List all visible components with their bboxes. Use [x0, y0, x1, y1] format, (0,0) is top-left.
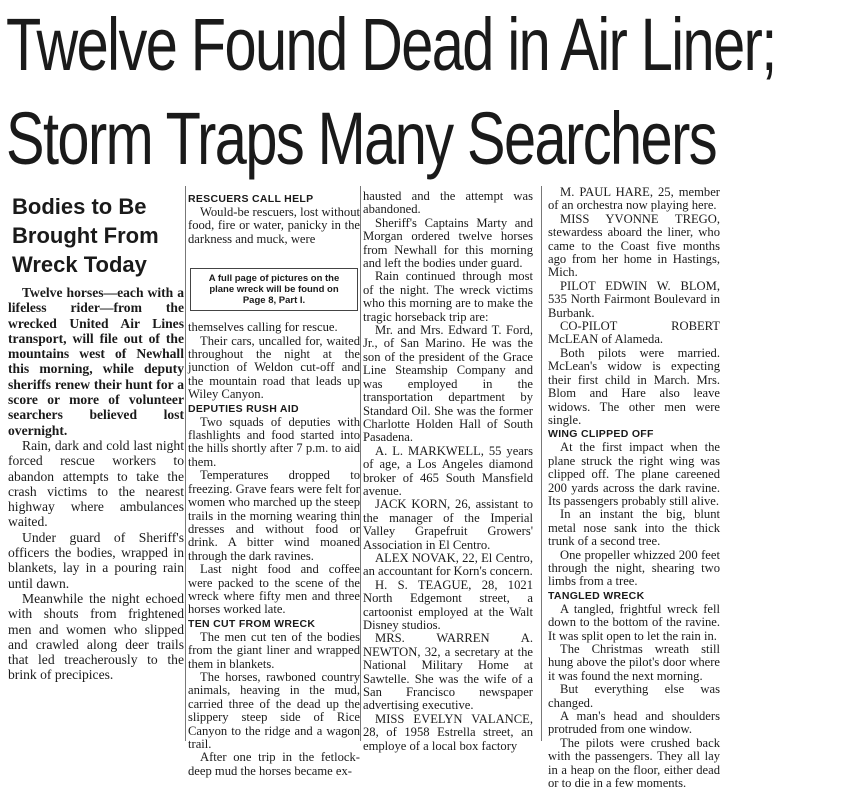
paragraph: Meanwhile the night echoed with shouts from frightened men and women who slipped and crawled along deer trails that led treacherously to the brink of precipices.	[8, 590, 184, 683]
victim-entry: CO-PILOT ROBERT McLEAN of Alameda.	[548, 319, 720, 347]
paragraph: themselves calling for rescue.	[188, 320, 338, 335]
victim-entry: MISS YVONNE TREGO, stewardess aboard the liner, who came to the Coast five months ago from her home in Hastings, Mich.	[548, 211, 720, 280]
headline-line-2: Storm Traps Many Searchers	[6, 97, 717, 180]
paragraph: Rain, dark and cold last night forced rescue workers to abandon attempts to take the crash victims to the nearest highway where ambulances waited.	[8, 437, 184, 530]
pictures-notice-box: A full page of pictures on the plane wreck will be found on Page 8, Part I.	[190, 268, 358, 311]
paragraph: After one trip in the fetlock-deep mud the horses became ex-	[188, 750, 360, 778]
victim-entry: A. L. MARKWELL, 55 years of age, a Los Angeles diamond broker of 465 South Mansfield avenue.	[363, 443, 533, 498]
paragraph: One propeller whizzed 200 feet through the night, shearing two limbs from a tree.	[548, 547, 720, 589]
section-heading: DEPUTIES RUSH AID	[188, 402, 299, 415]
paragraph: Under guard of Sheriff's officers the bodies, wrapped in blankets, lay in a pouring rain until dawn.	[8, 529, 184, 591]
paragraph: Temperatures dropped to freezing. Grave fears were felt for women who marched up the steep trails in the morning wearing thin dresses and without food or drink. A bitter wind moaned through the dark ravines.	[188, 468, 360, 563]
victim-entry: PILOT EDWIN W. BLOM, 535 North Fairmont Boulevard in Burbank.	[548, 278, 720, 320]
headline-line-1: Twelve Found Dead in Air Liner;	[6, 3, 776, 86]
victim-entry: ALEX NOVAK, 22, El Centro, an accountant for Korn's concern.	[363, 550, 533, 579]
subheadline-line: Bodies to Be	[12, 194, 147, 219]
paragraph: The pilots were crushed back with the passengers. They all lay in a heap on the floor, either dead or to die in a few moments.	[548, 735, 720, 790]
column-rule	[360, 186, 361, 741]
paragraph: But everything else was changed.	[548, 682, 720, 710]
paragraph: Both pilots were married. McLean's widow is expecting their first child in March. Mrs. Blom and Hare also leave widows. The other men were single.	[548, 345, 720, 427]
paragraph: A man's head and shoulders protruded from one window.	[548, 709, 720, 737]
column-1	[8, 192, 184, 683]
victim-entry: M. PAUL HARE, 25, member of an orchestra now playing here.	[548, 185, 720, 213]
paragraph: Last night food and coffee were packed to the scene of the wreck where fifty men and three horses worked late.	[188, 562, 360, 617]
victim-entry: Mr. and Mrs. Edward T. Ford, Jr., of San Marino. He was the son of the president of the Grace Line Steamship Company and was employed in the transportation department by Standard Oil. She was the former Charlotte Holden Hall of South Pasadena.	[363, 323, 533, 445]
section-heading: TANGLED WRECK	[548, 589, 645, 602]
paragraph: Would-be rescuers, lost without food, fire or water, panicky in the darkness and muck, were	[188, 205, 360, 246]
subheadline-line: Brought From	[12, 223, 159, 248]
section-heading: RESCUERS CALL HELP	[188, 193, 314, 205]
victim-entry: MRS. WARREN A. NEWTON, 32, a secretary at the National Military Home at Sawtelle. She was the wife of a San Francisco newspaper advertising executive.	[363, 631, 533, 713]
victim-entry: MISS EVELYN VALANCE, 28, of 1958 Estrella street, an employe of a local box factory	[363, 711, 533, 753]
paragraph: hausted and the attempt was abandoned.	[363, 189, 533, 217]
subheadline-line: Wreck Today	[12, 252, 147, 277]
column-3	[363, 190, 533, 753]
paragraph: Sheriff's Captains Marty and Morgan ordered twelve horses from Newhall for this morning and left the bodies under guard.	[363, 215, 533, 271]
column-2	[188, 192, 360, 778]
paragraph: The horses, rawboned country animals, heaving in the mud, carried three of the dead up the slippery steep side of Rice Canyon to the ridge and a wagon trail.	[188, 669, 360, 751]
victim-entry: H. S. TEAGUE, 28, 1021 North Edgemont street, a cartoonist employed at the Walt Disney studios.	[363, 577, 533, 632]
paragraph: Their cars, uncalled for, waited throughout the night at the junction of Weldon cut-off and the mountain road that leads up Wiley Canyon.	[188, 333, 360, 402]
paragraph: At the first impact when the plane struck the right wing was clipped off. The plane careened 200 yards across the dark ravine. Its passengers probably still alive.	[548, 440, 720, 508]
paragraph: A tangled, frightful wreck fell down to the bottom of the ravine. It was split open to let the rain in.	[548, 601, 720, 643]
subheadline	[12, 192, 184, 279]
section-heading: TEN CUT FROM WRECK	[188, 617, 316, 630]
paragraph: The Christmas wreath still hung above the pilot's door where it was found the next morning.	[548, 642, 720, 683]
column-rule	[185, 186, 186, 741]
paragraph: Two squads of deputies with flashlights and food started into the hills shortly after 7 p.m. to aid them.	[188, 414, 360, 469]
column-rule	[541, 186, 542, 741]
section-heading: WING CLIPPED OFF	[548, 428, 654, 441]
victim-entry: JACK KORN, 26, assistant to the manager of the Imperial Valley Grapefruit Growers' Association in El Centro.	[363, 497, 533, 552]
paragraph: In an instant the big, blunt metal nose sank into the thick trunk of a second tree.	[548, 507, 720, 549]
paragraph: Twelve horses—each with a lifeless rider—from the wrecked United Air Lines transport, will file out of the mountains west of Newhall this morning, while deputy sheriffs renew their hunt for a score or more of volunteer searchers believed lost overnight.	[8, 285, 184, 438]
paragraph: Rain continued through most of the night. The wreck victims who this morning are to make the tragic horseback trip are:	[363, 269, 533, 324]
paragraph: The men cut ten of the bodies from the giant liner and wrapped them in blankets.	[188, 629, 360, 671]
column-4	[548, 186, 720, 790]
